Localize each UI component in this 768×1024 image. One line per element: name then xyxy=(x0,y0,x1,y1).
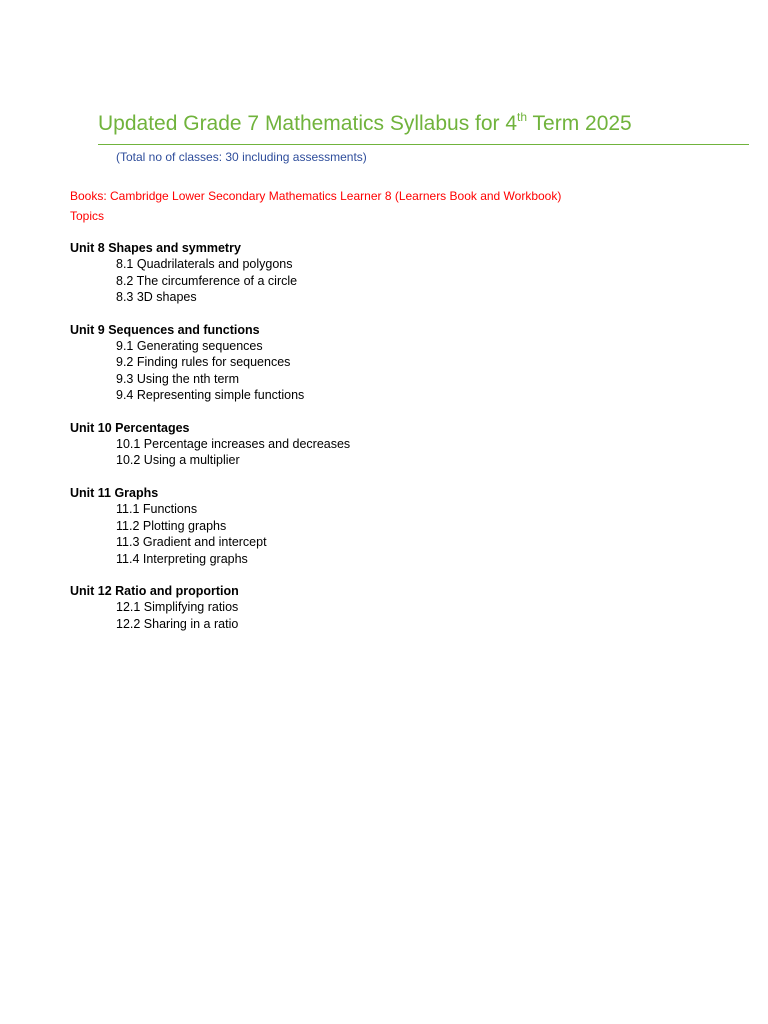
unit-topic-list xyxy=(70,436,690,469)
unit-heading: Unit 11 Graphs xyxy=(70,485,159,500)
unit-topic-list xyxy=(70,256,690,305)
unit-section xyxy=(70,420,690,469)
topic-item: 8.3 3D shapes xyxy=(116,290,197,305)
topic-item: 10.1 Percentage increases and decreases xyxy=(116,437,351,452)
topic-item: 9.4 Representing simple functions xyxy=(116,388,305,403)
topic-item: 11.3 Gradient and intercept xyxy=(116,535,267,550)
unit-topic-list xyxy=(70,338,690,404)
title-text: Updated Grade 7 Mathematics Syllabus for 4 xyxy=(98,112,518,135)
topic-item: 12.1 Simplifying ratios xyxy=(116,600,239,615)
units-list xyxy=(70,240,690,648)
unit-heading: Unit 12 Ratio and proportion xyxy=(70,583,239,598)
unit-topic-list xyxy=(70,599,690,632)
topic-item: 12.2 Sharing in a ratio xyxy=(116,616,239,631)
books-line: Books: Cambridge Lower Secondary Mathematics Learner 8 (Learners Book and Workbook) xyxy=(70,189,562,203)
topic-item: 8.1 Quadrilaterals and polygons xyxy=(116,257,293,272)
topic-item: 11.2 Plotting graphs xyxy=(116,518,227,533)
unit-section xyxy=(70,583,690,632)
unit-topic-list xyxy=(70,501,690,567)
unit-section xyxy=(70,240,690,306)
topics-label: Topics xyxy=(70,209,105,223)
topic-item: 10.2 Using a multiplier xyxy=(116,453,240,468)
title-text-end: Term 2025 xyxy=(527,112,632,135)
topic-item: 9.3 Using the nth term xyxy=(116,371,239,386)
page-title xyxy=(98,108,632,140)
unit-heading: Unit 8 Shapes and symmetry xyxy=(70,241,241,255)
topic-item: 11.1 Functions xyxy=(116,502,198,517)
unit-section xyxy=(70,485,690,567)
topic-item: 8.2 The circumference of a circle xyxy=(116,273,298,288)
unit-heading: Unit 9 Sequences and functions xyxy=(70,322,260,337)
topic-item: 9.2 Finding rules for sequences xyxy=(116,355,291,370)
classes-note: (Total no of classes: 30 including assessments) xyxy=(116,150,367,164)
title-underline xyxy=(98,144,749,145)
topic-item: 9.1 Generating sequences xyxy=(116,339,263,354)
title-superscript: th xyxy=(517,110,528,124)
topic-item: 11.4 Interpreting graphs xyxy=(116,551,248,566)
unit-heading: Unit 10 Percentages xyxy=(70,420,190,435)
unit-section xyxy=(70,322,690,404)
